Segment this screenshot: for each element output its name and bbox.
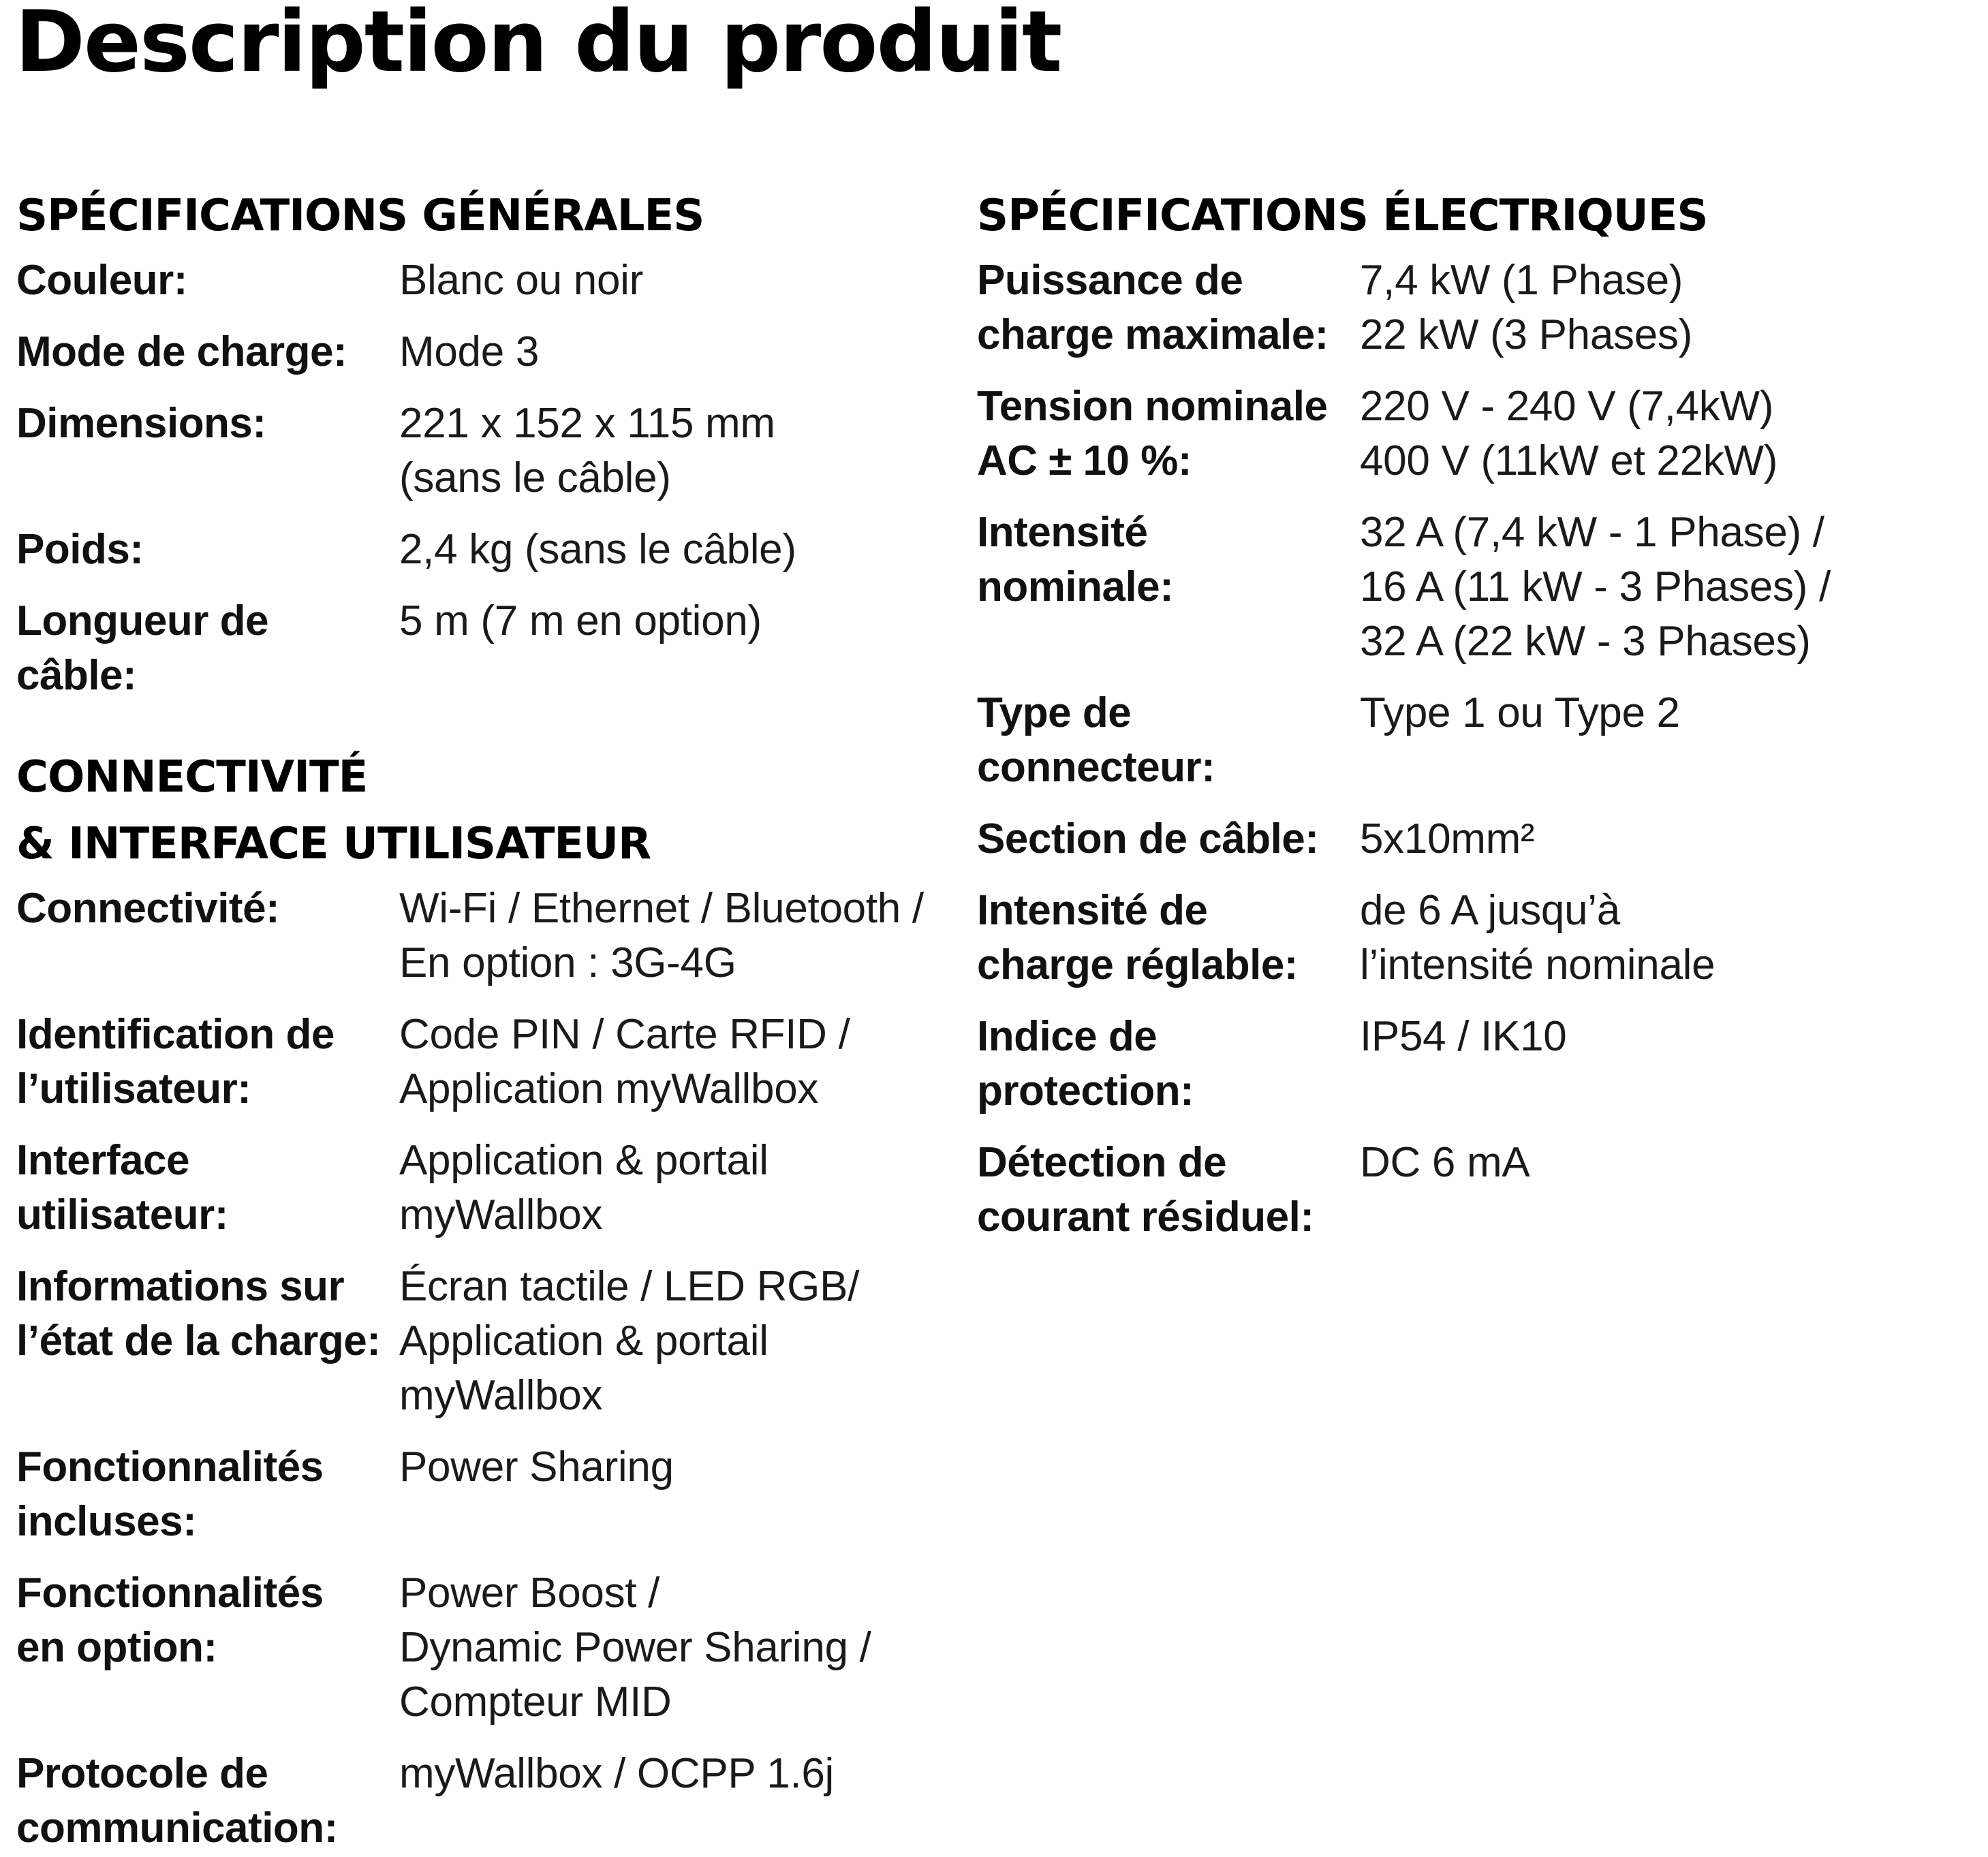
spec-value: 5x10mm² [1360, 815, 1535, 862]
spec-row-nominal-current [977, 505, 1978, 669]
spec-value: Wi-Fi / Ethernet / Bluetooth / En option : 3G-4G [399, 885, 924, 986]
spec-label: Détection de courant résiduel: [977, 1139, 1314, 1240]
spec-label: Informations sur l’état de la charge: [16, 1263, 381, 1364]
spec-label: Protocole de communication: [16, 1750, 338, 1852]
left-column [16, 183, 970, 1856]
spec-value: myWallbox / OCPP 1.6j [399, 1750, 835, 1797]
spec-row-protection-rating [977, 1010, 1978, 1119]
spec-value: DC 6 mA [1360, 1139, 1530, 1186]
spec-value: Power Sharing [399, 1444, 674, 1491]
page-title: Description du produit [15, 0, 1061, 91]
spec-value: 32 A (7,4 kW - 1 Phase) / 16 A (11 kW - 3 Phases) / 32 A (22 kW - 3 Phases) [1360, 509, 1831, 665]
spec-label: Dimensions: [16, 400, 266, 447]
spec-value: Blanc ou noir [399, 257, 643, 304]
spec-label: Section de câble: [977, 815, 1319, 862]
spec-value: Écran tactile / LED RGB/ Application & portail myWallbox [399, 1263, 860, 1419]
spec-value: IP54 / IK10 [1360, 1013, 1567, 1060]
heading-text: SPÉCIFICATIONS ÉLECTRIQUES [977, 191, 1708, 241]
electrical-specifications-section [977, 183, 1978, 1245]
spec-value: 220 V - 240 V (7,4kW) 400 V (11kW et 22kW) [1360, 383, 1778, 484]
spec-label: Intensité nominale: [977, 509, 1174, 610]
spec-value: 7,4 kW (1 Phase) 22 kW (3 Phases) [1360, 257, 1692, 358]
spec-label: Fonctionnalités incluses: [16, 1444, 324, 1545]
spec-row-optional-features [16, 1566, 970, 1730]
spec-label: Poids: [16, 526, 144, 573]
spec-label: Couleur: [16, 257, 187, 304]
spec-label: Indice de protection: [977, 1013, 1194, 1114]
connectivity-section [16, 744, 970, 1856]
spec-label: Interface utilisateur: [16, 1137, 228, 1238]
spec-row-communication-protocol [16, 1747, 970, 1856]
spec-value: de 6 A jusqu’à l’intensité nominale [1360, 887, 1715, 988]
spec-value: Type 1 ou Type 2 [1360, 689, 1680, 736]
spec-row-max-charge-power [977, 253, 1978, 362]
general-specifications-section [16, 183, 970, 703]
spec-row-dimensions [16, 396, 970, 505]
spec-label: Tension nominale AC ± 10 %: [977, 383, 1328, 484]
spec-label: Longueur de câble: [16, 597, 268, 699]
spec-row-cable-section [977, 812, 1978, 867]
spec-row-user-interface [16, 1134, 970, 1243]
spec-row-charge-status-info [16, 1260, 970, 1423]
spec-label: Puissance de charge maximale: [977, 257, 1329, 358]
spec-value: 221 x 152 x 115 mm (sans le câble) [399, 400, 775, 501]
spec-row-colour [16, 253, 970, 308]
spec-row-weight [16, 522, 970, 577]
spec-value: Mode 3 [399, 328, 539, 375]
spec-row-adjustable-charge-current [977, 884, 1978, 993]
spec-value: Code PIN / Carte RFID / Application myWallbox [399, 1011, 850, 1112]
spec-row-user-identification [16, 1008, 970, 1117]
heading-line: & INTERFACE UTILISATEUR [16, 819, 651, 869]
connectivity-heading [16, 744, 970, 877]
spec-label: Identification de l’utilisateur: [16, 1011, 335, 1112]
general-specifications-heading [16, 183, 970, 249]
spec-row-connector-type [977, 686, 1978, 795]
spec-row-included-features [16, 1440, 970, 1549]
spec-label: Fonctionnalités en option: [16, 1570, 324, 1671]
spec-row-cable-length [16, 594, 970, 703]
spec-value: 5 m (7 m en option) [399, 597, 762, 644]
spec-label: Type de connecteur: [977, 689, 1215, 791]
spec-value: Power Boost / Dynamic Power Sharing / Compteur MID [399, 1570, 871, 1726]
spec-row-charge-mode [16, 325, 970, 379]
spec-label: Intensité de charge réglable: [977, 887, 1298, 988]
spec-row-residual-current-detection [977, 1136, 1978, 1245]
spec-value: 2,4 kg (sans le câble) [399, 526, 796, 573]
spec-row-connectivity [16, 881, 970, 990]
spec-label: Connectivité: [16, 885, 280, 932]
electrical-specifications-heading [977, 183, 1978, 249]
right-column [977, 183, 1978, 1245]
spec-row-nominal-voltage [977, 379, 1978, 488]
heading-text: SPÉCIFICATIONS GÉNÉRALES [16, 191, 704, 241]
heading-line: CONNECTIVITÉ [16, 752, 368, 802]
spec-value: Application & portail myWallbox [399, 1137, 768, 1238]
spec-label: Mode de charge: [16, 328, 347, 375]
